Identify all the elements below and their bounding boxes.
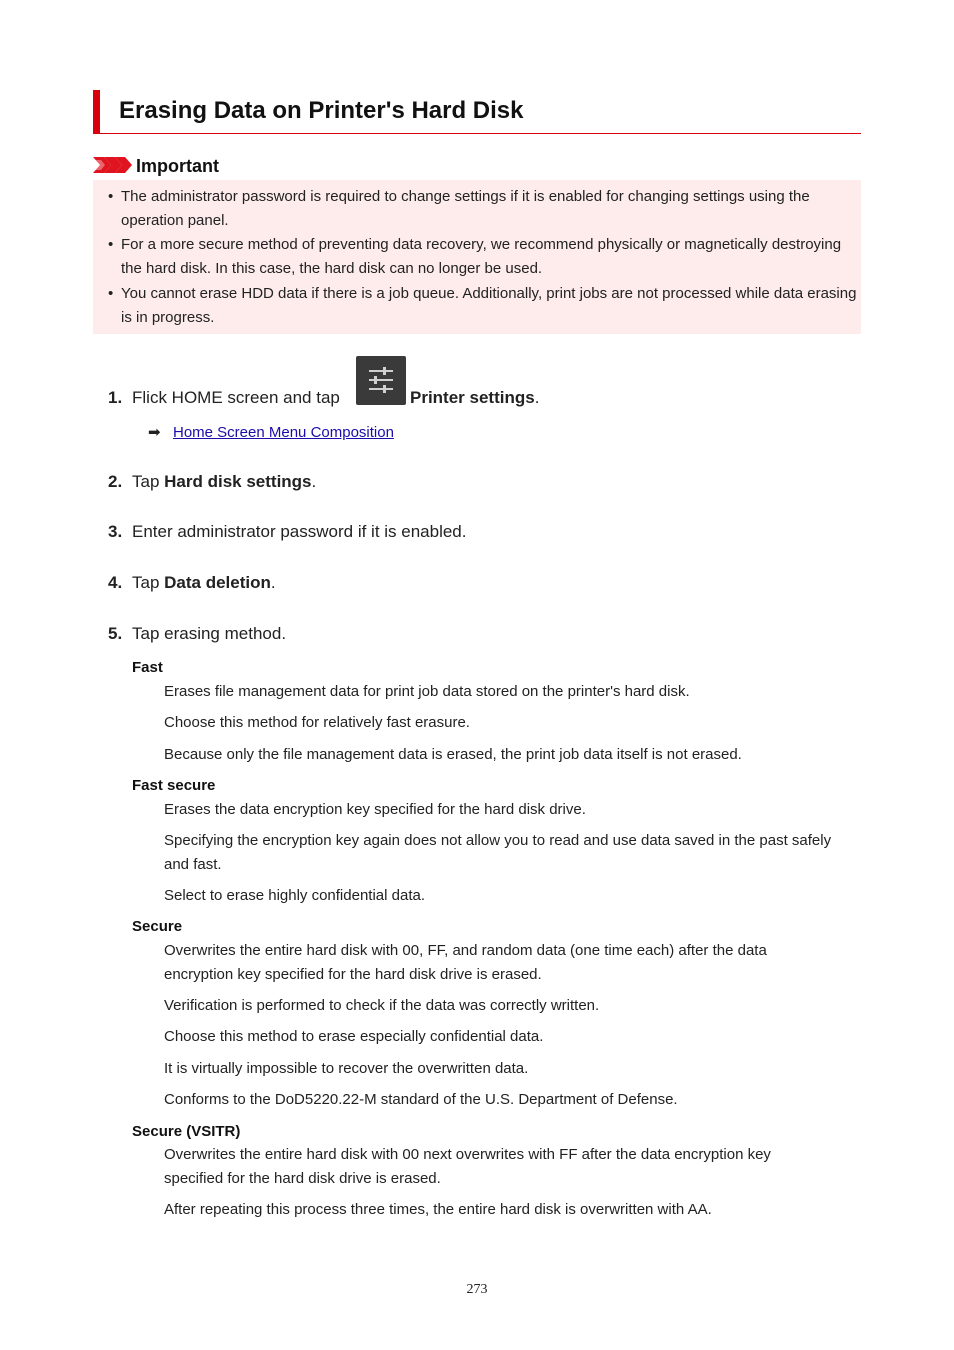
home-screen-menu-link[interactable]: Home Screen Menu Composition [173,424,394,441]
method-term-secure: Secure [132,918,183,935]
method-desc: Overwrites the entire hard disk with 00, FF, and random data (one time each) after the data encryption key specified for the hard disk drive is erased. [164,942,767,983]
bullet: • [108,188,114,205]
step-punct: . [270,573,276,592]
method-term-fast-secure: Fast secure [132,777,216,794]
title-accent-bar [93,90,100,133]
step-bold-text: Hard disk settings [164,472,312,491]
link-row [148,423,394,441]
step-bold-text: Printer settings [410,388,535,407]
step-number: 5. [108,624,123,643]
method-desc: Because only the file management data is erased, the print job data itself is not erased. [164,746,742,763]
bullet: • [108,236,114,253]
title-underline [93,133,861,134]
method-desc: Erases the data encryption key specified for the hard disk drive. [164,801,586,818]
important-chevrons-icon [93,157,133,173]
method-desc: Verification is performed to check if the data was correctly written. [164,997,600,1014]
step-2 [108,472,316,492]
method-desc: Overwrites the entire hard disk with 00 next overwrites with FF after the data encryption key specified for the hard disk drive is erased. [164,1146,771,1187]
page-number: 273 [466,1282,488,1297]
important-item-text: The administrator password is required to change settings if it is enabled for changing settings using the operation panel. [121,188,810,229]
method-term-fast: Fast [132,659,163,676]
method-term-secure-vsitr: Secure (VSITR) [132,1123,241,1140]
step-text: Flick HOME screen and tap [132,388,340,407]
settings-sliders-icon [356,356,406,405]
step-text: Tap erasing method. [132,624,287,643]
step-number: 1. [108,388,123,407]
important-label: Important [136,156,219,176]
method-desc: After repeating this process three times, the entire hard disk is overwritten with AA. [164,1201,712,1218]
step-text: Tap [132,573,165,592]
important-item-text: You cannot erase HDD data if there is a job queue. Additionally, print jobs are not processed while data erasing is in progress. [121,285,857,326]
step-punct: . [311,472,317,491]
method-desc: Choose this method for relatively fast erasure. [164,714,470,731]
important-box [93,180,861,334]
step-punct: . [534,388,540,407]
method-desc: Select to erase highly confidential data. [164,887,425,904]
step-1 [108,388,340,408]
method-desc: Conforms to the DoD5220.22-M standard of the U.S. Department of Defense. [164,1091,678,1108]
step-5 [108,624,286,644]
step-1-continued [410,388,539,408]
method-desc: Choose this method to erase especially confidential data. [164,1028,544,1045]
step-4 [108,573,276,593]
step-text: Tap [132,472,165,491]
bullet: • [108,285,114,302]
step-number: 3. [108,522,123,541]
right-arrow-icon: ➡ [148,424,161,441]
method-desc: Erases file management data for print job data stored on the printer's hard disk. [164,683,690,700]
step-3 [108,522,467,542]
page-title: Erasing Data on Printer's Hard Disk [119,97,524,124]
method-desc: It is virtually impossible to recover the overwritten data. [164,1060,529,1077]
step-bold-text: Data deletion [164,573,271,592]
step-number: 4. [108,573,123,592]
method-desc: Specifying the encryption key again does not allow you to read and use data saved in the past safely and fast. [164,832,832,873]
important-item-text: For a more secure method of preventing data recovery, we recommend physically or magnetically destroying the hard disk. In this case, the hard disk can no longer be used. [121,236,842,277]
step-text: Enter administrator password if it is enabled. [132,522,467,541]
step-number: 2. [108,472,123,491]
